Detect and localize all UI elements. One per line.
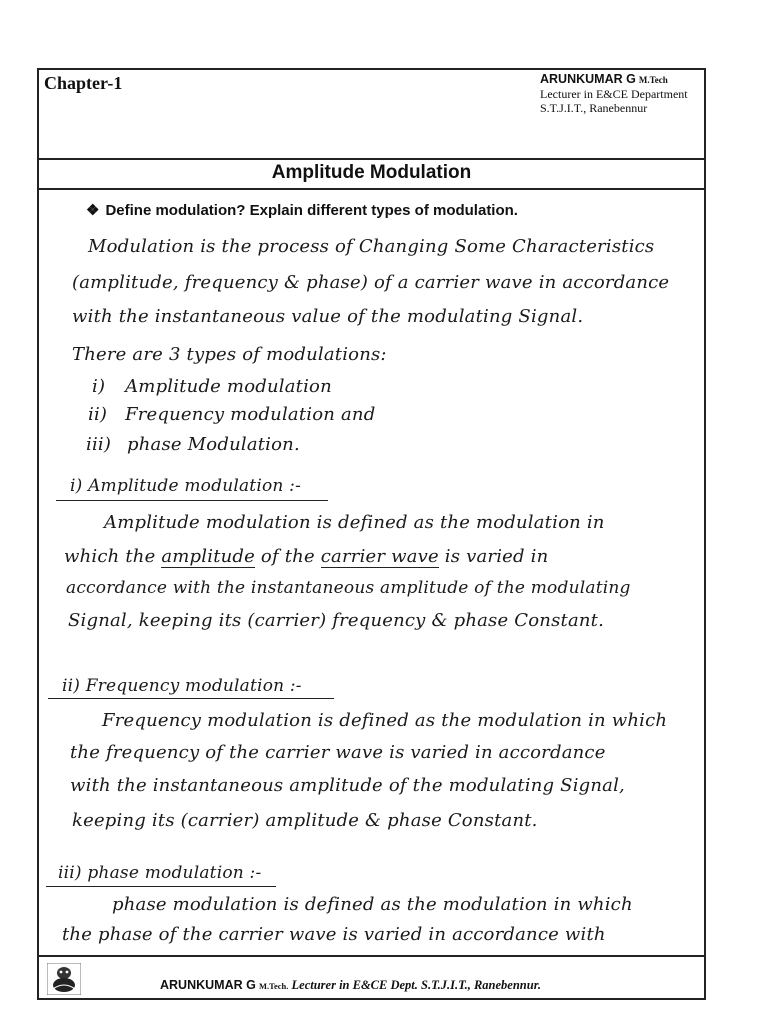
chapter-label: Chapter-1 xyxy=(44,73,123,93)
section-line: Signal, keeping its (carrier) frequency & phase Constant. xyxy=(68,610,605,631)
type-marker: i) xyxy=(92,376,106,397)
section-line xyxy=(64,546,548,567)
underlined-term: amplitude xyxy=(161,546,255,567)
type-list-item xyxy=(88,404,375,425)
definition-line: with the instantaneous value of the modulating Signal. xyxy=(72,306,584,327)
definition-line: (amplitude, frequency & phase) of a carrier wave in accordance xyxy=(72,272,670,293)
section-line: phase modulation is defined as the modulation in which xyxy=(112,894,633,915)
type-list-item xyxy=(92,376,332,397)
footer-name: ARUNKUMAR G xyxy=(160,978,256,992)
footer-credit xyxy=(160,978,541,993)
type-label: Amplitude modulation xyxy=(125,376,332,397)
footer-affiliation: Lecturer in E&CE Dept. S.T.J.I.T., Ranebennur. xyxy=(291,978,541,992)
definition-line: Modulation is the process of Changing Some Characteristics xyxy=(88,236,655,257)
title-bar xyxy=(37,160,706,190)
question-text: Define modulation? Explain different types of modulation. xyxy=(105,202,518,219)
footer-degree: M.Tech. xyxy=(258,981,289,991)
author-institution: S.T.J.I.T., Ranebennur xyxy=(540,101,648,115)
section-line: with the instantaneous amplitude of the modulating Signal, xyxy=(70,775,625,796)
section-heading-fm: ii) Frequency modulation :- xyxy=(62,676,302,696)
section-line: Amplitude modulation is defined as the modulation in xyxy=(104,512,605,533)
section-underline xyxy=(46,886,276,887)
type-label: Frequency modulation and xyxy=(125,404,376,425)
underlined-term: carrier wave xyxy=(320,546,439,567)
page-title: Amplitude Modulation xyxy=(271,162,472,183)
section-underline xyxy=(48,698,334,699)
type-label: phase Modulation. xyxy=(127,434,300,455)
type-marker: iii) xyxy=(86,434,112,455)
author-role: Lecturer in E&CE Department xyxy=(540,87,688,101)
author-block xyxy=(540,72,688,115)
section-heading-pm: iii) phase modulation :- xyxy=(58,863,262,883)
type-list-item xyxy=(86,434,300,455)
section-line: the phase of the carrier wave is varied in accordance with xyxy=(62,924,606,945)
type-marker: ii) xyxy=(88,404,108,425)
author-degree: M.Tech xyxy=(638,75,668,85)
section-line: accordance with the instantaneous amplitude of the modulating xyxy=(66,578,631,598)
section-underline xyxy=(56,500,328,501)
section-line: the frequency of the carrier wave is varied in accordance xyxy=(70,742,606,763)
author-name-line xyxy=(540,72,688,87)
question-heading xyxy=(86,201,518,219)
text-fragment: is varied in xyxy=(438,546,549,567)
author-name: ARUNKUMAR G xyxy=(540,72,636,86)
author-logo-icon xyxy=(47,963,81,995)
text-fragment: of the xyxy=(255,546,321,567)
footer-divider xyxy=(37,955,706,957)
section-heading-am: i) Amplitude modulation :- xyxy=(70,476,302,496)
section-line: Frequency modulation is defined as the modulation in which xyxy=(102,710,668,731)
diamond-bullet-icon: ❖ xyxy=(86,202,100,219)
section-line: keeping its (carrier) amplitude & phase Constant. xyxy=(72,810,538,831)
text-fragment: which the xyxy=(64,546,162,567)
types-intro: There are 3 types of modulations: xyxy=(72,344,387,365)
